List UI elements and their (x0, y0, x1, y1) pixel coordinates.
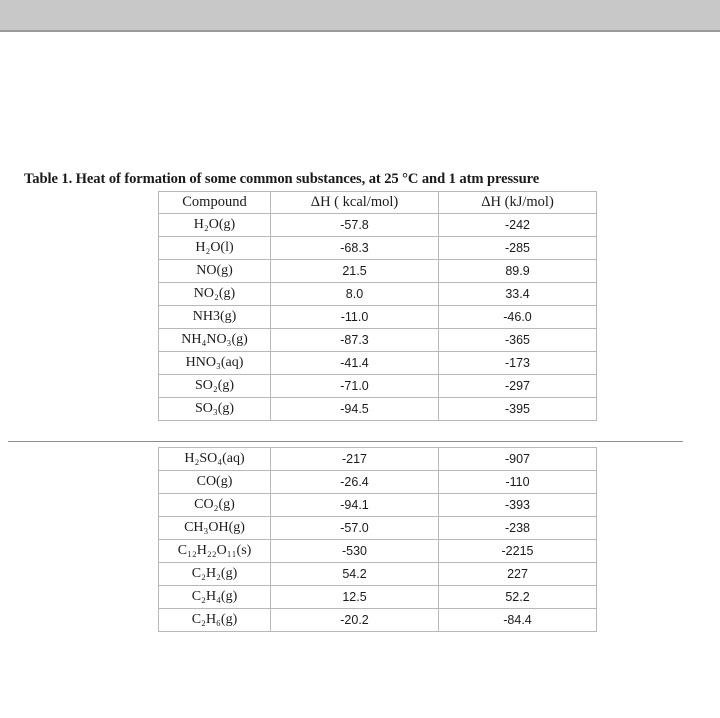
kcal-value-cell: -57.0 (271, 517, 439, 540)
kj-value-cell: 89.9 (439, 260, 597, 283)
kcal-value-cell: 21.5 (271, 260, 439, 283)
kj-value-cell: -395 (439, 398, 597, 421)
kj-value-cell: -285 (439, 237, 597, 260)
table-row (159, 448, 597, 471)
table-row (159, 517, 597, 540)
kcal-value-cell: -68.3 (271, 237, 439, 260)
compound-cell: CO(g) (159, 471, 271, 494)
kcal-value-cell: -26.4 (271, 471, 439, 494)
compound-cell: CO₂(g) (159, 494, 271, 517)
kj-value-cell: 33.4 (439, 283, 597, 306)
window-top-bar (0, 0, 720, 32)
compound-cell: H₂O(l) (159, 237, 271, 260)
table-row (159, 329, 597, 352)
compound-cell: NH₄NO₃(g) (159, 329, 271, 352)
compound-cell: NO₂(g) (159, 283, 271, 306)
compound-cell: SO₃(g) (159, 398, 271, 421)
kcal-value-cell: -57.8 (271, 214, 439, 237)
kj-value-cell: -2215 (439, 540, 597, 563)
table-row (159, 352, 597, 375)
compound-cell: C₂H₄(g) (159, 586, 271, 609)
compound-cell: C₁₂H₂₂O₁₁(s) (159, 540, 271, 563)
table-row (159, 471, 597, 494)
table-row (159, 563, 597, 586)
table-row (159, 375, 597, 398)
header-row (159, 192, 597, 214)
compound-cell: H₂O(g) (159, 214, 271, 237)
kcal-value-cell: 12.5 (271, 586, 439, 609)
table-row (159, 586, 597, 609)
kcal-value-cell: 54.2 (271, 563, 439, 586)
kcal-value-cell: -530 (271, 540, 439, 563)
kj-value-cell: -110 (439, 471, 597, 494)
table-row (159, 237, 597, 260)
kcal-value-cell: -71.0 (271, 375, 439, 398)
kcal-value-cell: -20.2 (271, 609, 439, 632)
kj-value-cell: -173 (439, 352, 597, 375)
kj-value-cell: -242 (439, 214, 597, 237)
table-row (159, 494, 597, 517)
table-row (159, 398, 597, 421)
table-row (159, 260, 597, 283)
header-kcal: ΔH ( kcal/mol) (271, 192, 439, 214)
kcal-value-cell: -41.4 (271, 352, 439, 375)
heat-of-formation-table-bottom (158, 447, 597, 632)
compound-cell: HNO₃(aq) (159, 352, 271, 375)
kj-value-cell: -238 (439, 517, 597, 540)
kj-value-cell: -393 (439, 494, 597, 517)
kj-value-cell: -46.0 (439, 306, 597, 329)
compound-cell: NO(g) (159, 260, 271, 283)
page-break-divider (8, 441, 683, 442)
kj-value-cell: -365 (439, 329, 597, 352)
heat-of-formation-table-top (158, 191, 597, 421)
table-row (159, 540, 597, 563)
compound-cell: CH₃OH(g) (159, 517, 271, 540)
kcal-value-cell: -11.0 (271, 306, 439, 329)
compound-cell: C₂H₆(g) (159, 609, 271, 632)
compound-cell: C₂H₂(g) (159, 563, 271, 586)
table-row (159, 306, 597, 329)
header-compound: Compound (159, 192, 271, 214)
compound-cell: SO₂(g) (159, 375, 271, 398)
table-row (159, 214, 597, 237)
compound-cell: H₂SO₄(aq) (159, 448, 271, 471)
table-caption: Table 1. Heat of formation of some common substances, at 25 °C and 1 atm pressure (24, 171, 540, 187)
table-row (159, 609, 597, 632)
kj-value-cell: 52.2 (439, 586, 597, 609)
kj-value-cell: -297 (439, 375, 597, 398)
header-kj: ΔH (kJ/mol) (439, 192, 597, 214)
kcal-value-cell: -87.3 (271, 329, 439, 352)
kcal-value-cell: -217 (271, 448, 439, 471)
kcal-value-cell: 8.0 (271, 283, 439, 306)
kcal-value-cell: -94.1 (271, 494, 439, 517)
kcal-value-cell: -94.5 (271, 398, 439, 421)
kj-value-cell: 227 (439, 563, 597, 586)
table-row (159, 283, 597, 306)
kj-value-cell: -907 (439, 448, 597, 471)
kj-value-cell: -84.4 (439, 609, 597, 632)
compound-cell: NH3(g) (159, 306, 271, 329)
